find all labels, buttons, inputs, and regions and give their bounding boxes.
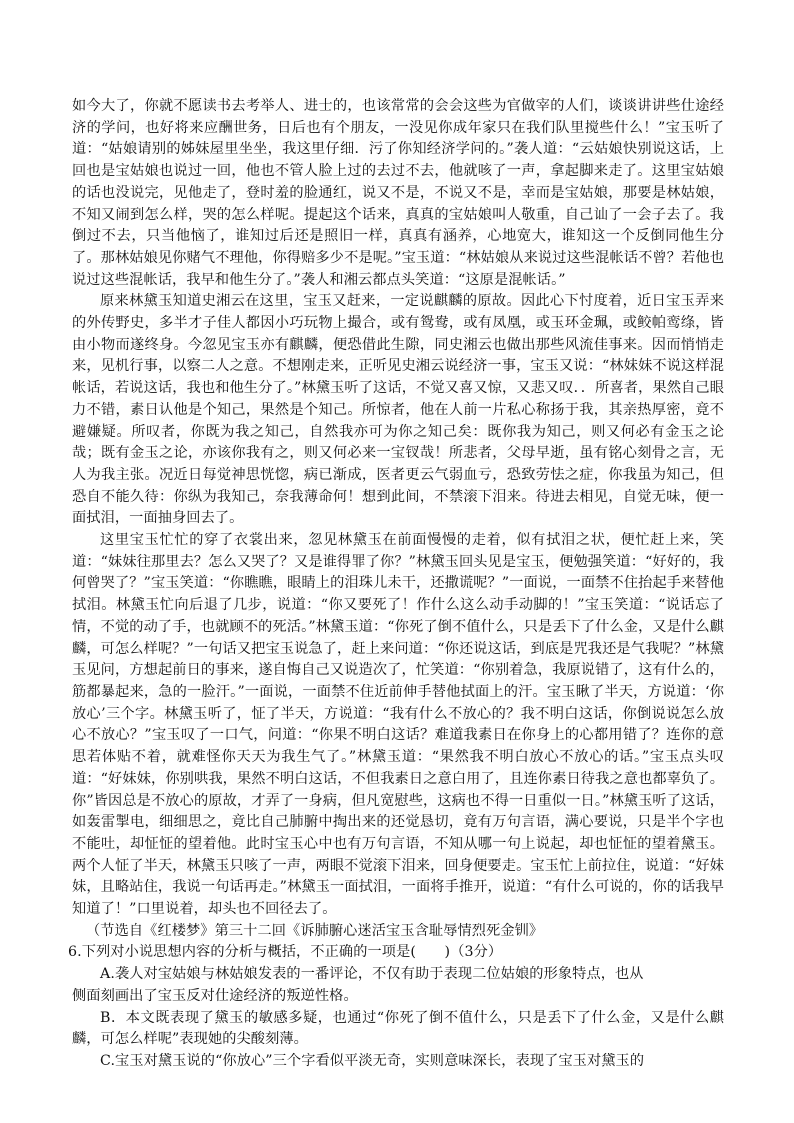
option-c: C.宝玉对黛玉说的“你放心”三个字看似平淡无奇，实则意味深长，表现了宝玉对黛玉的 xyxy=(100,1052,645,1069)
option-b: B．本文既表现了黛玉的敏感多疑，也通过“你死了倒不值什么，只是丢下了什么金，又是什么麒麟，可怎么样呢”表现她的尖酸刻薄。 xyxy=(72,1009,724,1048)
option-a: A.袭人对宝姑娘与林姑娘发表的一番评论，不仅有助于表现二位姑娘的形象特点，也从 xyxy=(100,966,644,983)
paragraph-2: 原来林黛玉知道史湘云在这里，宝玉又赶来，一定说麒麟的原故。因此心下忖度着，近日宝玉弄来的外传野史，多半才子佳人都因小巧玩物上撮合，或有鸳鸯，或有凤凰，或玉环金珮，或鲛帕鸾绦，皆由小物而遂终身。今忽见宝玉亦有麒麟，便恐借此生隙，同史湘云也做出那些风流佳事来。因而悄悄走来，见机行事，以察二人之意。不想刚走来，正听见史湘云说经济一事，宝玉又说：“林妹妹不说这样混帐话，若说这话，我也和他生分了。”林黛玉听了这话，不觉又喜又惊，又悲又叹．．所喜者，果然自己眼力不错，素日认他是个知己，果然是个知己。所惊者，他在人前一片私心称扬于我，其亲热厚密，竟不避嫌疑。所叹者，你既为我之知己，自然我亦可为你之知己矣：既你我为知己，则又何必有金玉之论哉；既有金玉之论，亦该你我有之，则又何必来一宝钗哉！所悲者，父母早逝，虽有铭心刻骨之言，无人为我主张。况近日每觉神思恍惚，病已渐成，医者更云气弱血亏，恐致劳怯之症，你我虽为知己，但恐自不能久待：你纵为我知己，奈我薄命何！想到此间，不禁滚下泪来。待进去相见，自觉无味，便一面拭泪，一面抽身回去了。 xyxy=(72,293,724,527)
source-citation: （节选自《红楼梦》第三十二回《诉肺腑心迷活宝玉含耻辱情烈死金钏》 xyxy=(86,922,544,939)
document-page xyxy=(68,96,724,1069)
paragraph-3: 这里宝玉忙忙的穿了衣裳出来，忽见林黛玉在前面慢慢的走着，似有拭泪之状，便忙赶上来，笑道：“妹妹往那里去？怎么又哭了？又是谁得罪了你？”林黛玉回头见是宝玉，便勉强笑道：“好好的，我何曾哭了？”宝玉笑道：“你瞧瞧，眼睛上的泪珠儿未干，还撒谎呢？”一面说，一面禁不住抬起手来替他拭泪。林黛玉忙向后退了几步，说道：“你又要死了！作什么这么动手动脚的！”宝玉笑道：“说话忘了情，不觉的动了手，也就顾不的死活。”林黛玉道：“你死了倒不值什么，只是丢下了什么金，又是什么麒麟，可怎么样呢？”一句话又把宝玉说急了，赶上来问道：“你还说这话，到底是咒我还是气我呢？”林黛玉见问，方想起前日的事来，遂自悔自己又说造次了，忙笑道：“你别着急，我原说错了，这有什么的，筋都暴起来，急的一脸汗。”一面说，一面禁不住近前伸手替他拭面上的汗。宝玉瞅了半天，方说道：‘你放心’三个字。林黛玉听了，怔了半天，方说道：“我有什么不放心的？我不明白这话，你倒说说怎么放心不放心？”宝玉叹了一口气，问道：“你果不明白这话？难道我素日在你身上的心都用错了？连你的意思若体贴不着，就难怪你天天为我生气了。”林黛玉道：“果然我不明白放心不放心的话。”宝玉点头叹道：“好妹妹，你别哄我，果然不明白这话，不但我素日之意白用了，且连你素日待我之意也都辜负了。你”皆因总是不放心的原故，才弄了一身病，但凡宽慰些，这病也不得一日重似一日。”林黛玉听了这话，如轰雷掣电，细细思之，竟比自己肺腑中掏出来的还觉恳切，竟有万句言语，满心要说，只是半个字也不能吐，却怔怔的望着他。此时宝玉心中也有万句言语，不知从哪一句上说起，却也怔怔的望着黛玉。两个人怔了半天，林黛玉只咳了一声，两眼不觉滚下泪来，回身便要走。宝玉忙上前拉住，说道：“好妹妹，且略站住，我说一句话再走。”林黛玉一面拭泪，一面将手推开，说道：“有什么可说的，你的话我早知道了！”口里说着，却头也不回径去了。 xyxy=(72,532,724,918)
option-a-continued: 侧面刻画出了宝玉反对仕途经济的叛逆性格。 xyxy=(72,987,358,1004)
paragraph-1: 如今大了，你就不愿读书去考举人、进士的，也该常常的会会这些为官做宰的人们，谈谈讲讲些仕途经济的学问，也好将来应酬世务，日后也有个朋友，一没见你成年家只在我们队里搅些什么！”宝玉听了道：“姑娘请别的姊妹屋里坐坐，我这里仔细．污了你知经济学问的。”袭人道：“云姑娘快别说这话，上回也是宝姑娘也说过一回，他也不管人脸上过的去过不去，他就咳了一声，拿起脚来走了。这里宝姑娘的话也没说完，见他走了，登时羞的脸通红，说又不是，不说又不是，幸而是宝姑娘，那要是林姑娘，不知又闹到怎么样，哭的怎么样呢。提起这个话来，真真的宝姑娘叫人敬重，自己讪了一会子去了。我倒过不去，只当他恼了，谁知过后还是照旧一样，真真有涵养，心地宽大，谁知这一个反倒同他生分了。那林姑娘见你赌气不理他，你得赔多少不是呢。”宝玉道：“林姑娘从来说过这些混帐话不曾？若他也说过这些混帐话，我早和他生分了。”袭人和湘云都点头笑道：“这原是混帐话。” xyxy=(72,98,724,288)
question-stem: 6.下列对小说思想内容的分析与概括，不正确的一项是( )（3分） xyxy=(68,944,503,961)
